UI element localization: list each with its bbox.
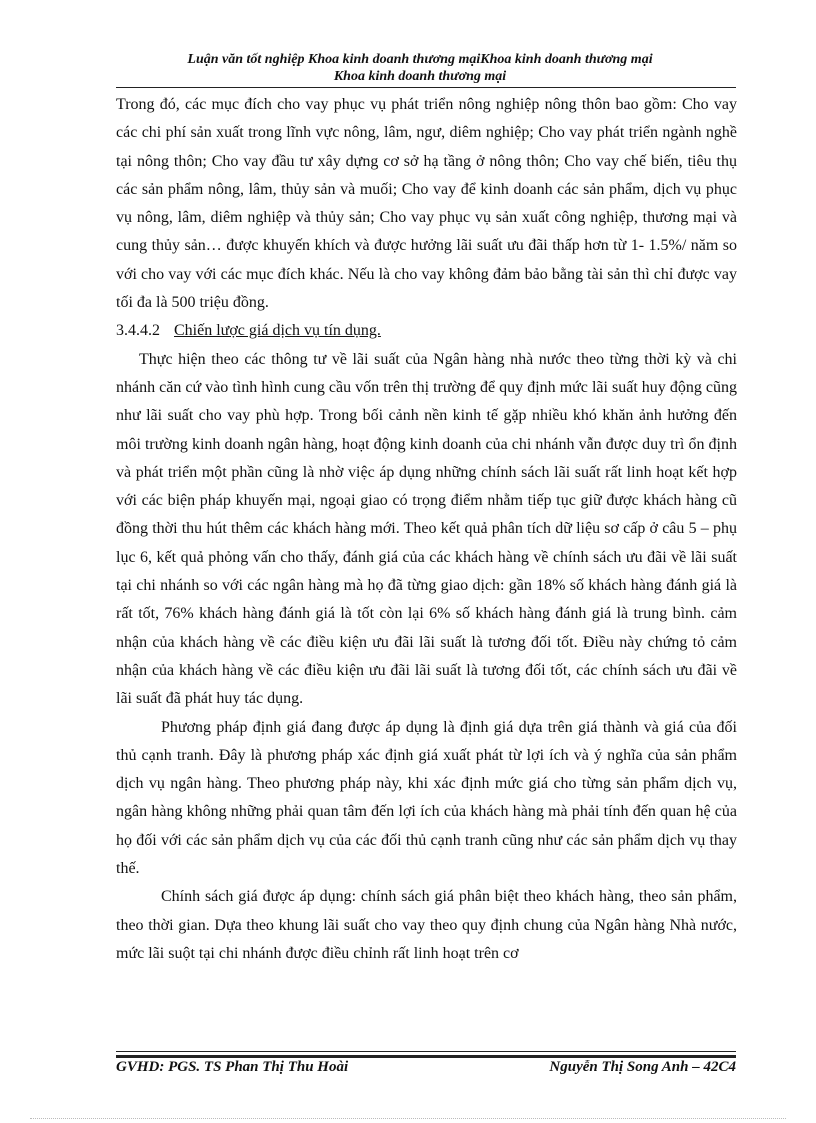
header-line-1: Luận văn tốt nghiệp Khoa kinh doanh thương mạiKhoa kinh doanh thương mại [187,52,653,67]
section-title: Chiến lược giá dịch vụ tín dụng. [174,322,381,340]
document-body [116,91,737,968]
section-heading [116,317,737,345]
paragraph-pricing-method: Phương pháp định giá đang được áp dụng là định giá dựa trên giá thành và giá của đối thủ cạnh tranh. Đây là phương pháp xác định giá xuất phát từ lợi ích và ý nghĩa của sản phẩm dịch vụ ngân hàng. Theo phương pháp này, khi xác định mức giá cho từng sản phẩm dịch vụ, ngân hàng không những phải quan tâm đến lợi ích của khách hàng mà phải tính đến quan hệ của họ đối với các sản phẩm dịch vụ của các đối thủ cạnh tranh cũng như các sản phẩm dịch vụ thay thế. [116,718,737,878]
header-line-2: Khoa kinh doanh thương mại [333,69,507,84]
page-header [100,51,740,85]
footer-author: Nguyễn Thị Song Anh – 42C4 [549,1059,736,1075]
paragraph-pricing-policy: Chính sách giá được áp dụng: chính sách giá phân biệt theo khách hàng, theo sản phẩm, theo thời gian. Dựa theo khung lãi suất cho vay theo quy định chung của Ngân hàng Nhà nước, mức lãi suột tại chi nhánh được điều chỉnh rất linh hoạt trên cơ [116,888,737,962]
header-rule [116,87,736,88]
paragraph-interest-policy: Thực hiện theo các thông tư về lãi suất của Ngân hàng nhà nước theo từng thời kỳ và chi nhánh căn cứ vào tình hình cung cầu vốn trên thị trường để quy định mức lãi suất huy động cũng như lãi suất cho vay phù hợp. Trong bối cảnh nền kinh tế gặp nhiều khó khăn ảnh hưởng đến môi trường kinh doanh ngân hàng, hoạt động kinh doanh của chi nhánh vẫn được duy trì ổn định và phát triển một phần cũng là nhờ việc áp dụng những chính sách lãi suất rất linh hoạt kết hợp với các biện pháp khuyến mại, ngoại giao có trọng điểm nhằm tiếp tục giữ được khách hàng cũ đồng thời thu hút thêm các khách hàng mới. Theo kết quả phân tích dữ liệu sơ cấp ở câu 5 – phụ lục 6, kết quả phỏng vấn cho thấy, đánh giá của các khách hàng về chính sách ưu đãi về lãi suất tại chi nhánh so với các ngân hàng mà họ đã từng giao dịch: gần 18% số khách hàng đánh giá là rất tốt, 76% khách hàng đánh giá là tốt còn lại 6% số khách hàng đánh giá là trung bình. cảm nhận của khách hàng về các điều kiện ưu đãi lãi suất là tương đối tốt. Điều này chứng tỏ cảm nhận của khách hàng về các điều kiện ưu đãi lãi suất là tương đối tốt, các chính sách ưu đãi về lãi suất đã phát huy tác dụng. [116,350,737,708]
footer-rule-thin [116,1051,736,1052]
footer-advisor: GVHD: PGS. TS Phan Thị Thu Hoài [116,1059,349,1075]
section-number: 3.4.4.2 [116,322,160,340]
paragraph-loan-purposes: Trong đó, các mục đích cho vay phục vụ phát triển nông nghiệp nông thôn bao gồm: Cho vay các chi phí sản xuất trong lĩnh vực nông, lâm, ngư, diêm nghiệp; Cho vay phát triển ngành nghề tại nông thôn; Cho vay đầu tư xây dựng cơ sở hạ tầng ở nông thôn; Cho vay chế biến, tiêu thụ các sản phẩm nông, lâm, thủy sản và muối; Cho vay để kinh doanh các sản phẩm, dịch vụ phục vụ nông, lâm, diêm nghiệp và thủy sản; Cho vay phục vụ sản xuất công nghiệp, thương mại và cung thủy sản… được khuyến khích và được hưởng lãi suất ưu đãi thấp hơn từ 1- 1.5%/ năm so với cho vay với các mục đích khác. Nếu là cho vay không đảm bảo bằng tài sản thì chỉ được vay tối đa là 500 triệu đồng. [116,96,737,312]
page-bottom-border [30,1118,786,1119]
